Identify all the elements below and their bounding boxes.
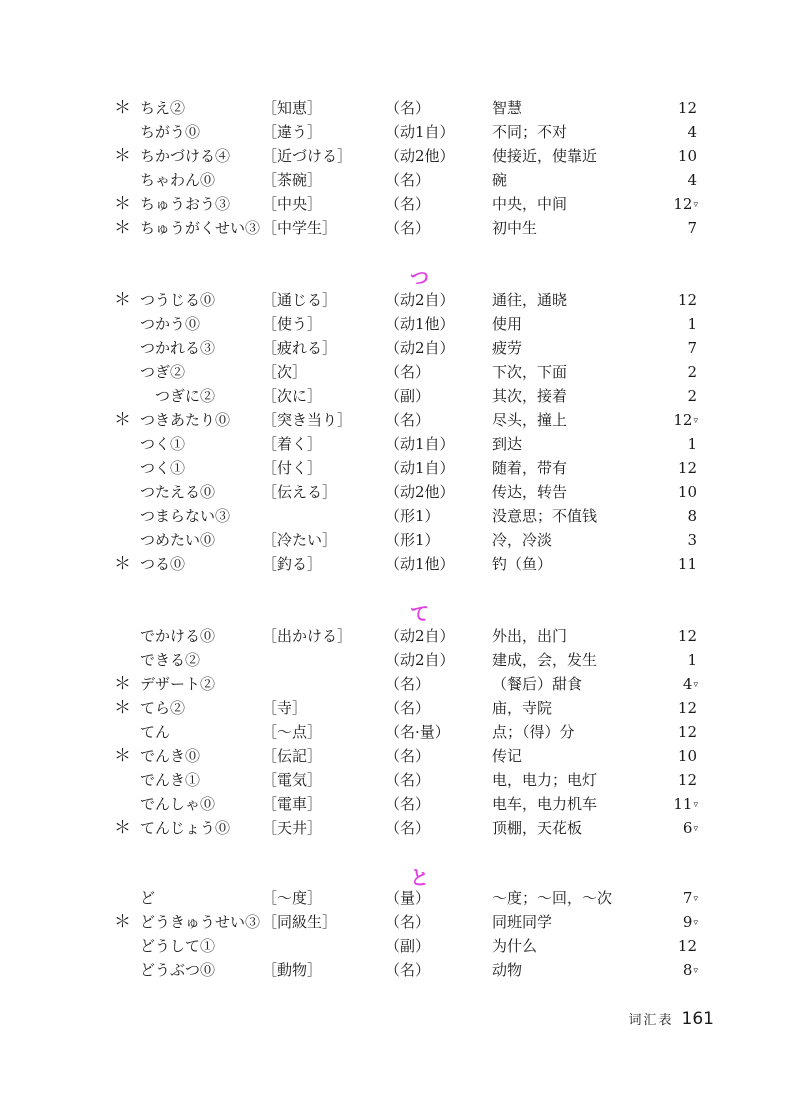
vocab-meaning: 下次，下面 xyxy=(492,363,568,381)
vocab-lesson-number xyxy=(687,120,698,145)
vocab-entry xyxy=(0,648,800,672)
vocab-lesson-number xyxy=(678,934,698,959)
vocab-star-mark: ＊ xyxy=(114,146,131,166)
vocab-kana: つうじる⓪ xyxy=(140,291,216,309)
vocab-part-of-speech: （名） xyxy=(385,699,431,717)
footer-label: 词汇表 xyxy=(628,1013,674,1028)
lesson-number-text: 2 xyxy=(687,363,697,381)
vocab-lesson-number xyxy=(678,552,698,577)
vocab-part-of-speech: （形1） xyxy=(385,531,440,549)
vocab-entry xyxy=(0,744,800,768)
vocab-part-of-speech: （名） xyxy=(385,363,431,381)
vocab-lesson-number xyxy=(687,312,698,337)
vocab-kanji: ［近づける］ xyxy=(262,147,353,165)
vocab-entry xyxy=(0,720,800,744)
vocab-kana: でんしゃ⓪ xyxy=(140,795,216,813)
vocab-meaning: 疲劳 xyxy=(492,339,523,357)
vocab-entry xyxy=(0,504,800,528)
vocab-kana: でかける⓪ xyxy=(140,627,216,645)
vocab-lesson-number xyxy=(678,696,698,721)
vocab-kanji: ［通じる］ xyxy=(262,291,338,309)
vocab-meaning: 外出，出门 xyxy=(492,627,568,645)
vocab-lesson-number xyxy=(673,792,698,817)
vocab-meaning: 其次，接着 xyxy=(492,387,568,405)
vocab-kana: つたえる⓪ xyxy=(140,483,216,501)
lesson-number-text: 10 xyxy=(677,483,697,501)
triangle-mark-icon: ▿ xyxy=(693,680,698,690)
triangle-mark-icon: ▿ xyxy=(693,800,698,810)
vocab-entry xyxy=(0,934,800,958)
vocab-lesson-number xyxy=(678,720,698,745)
vocab-meaning: 通往，通晓 xyxy=(492,291,568,309)
vocab-star-mark: ＊ xyxy=(114,818,131,838)
vocab-kana: つぎに② xyxy=(155,387,216,405)
vocab-entry xyxy=(0,624,800,648)
vocab-part-of-speech: （名） xyxy=(385,961,431,979)
vocab-entry xyxy=(0,144,800,168)
vocab-entry xyxy=(0,886,800,910)
vocab-part-of-speech: （名） xyxy=(385,171,431,189)
vocab-entry xyxy=(0,528,800,552)
vocab-part-of-speech: （名） xyxy=(385,411,431,429)
vocab-kana: でんき① xyxy=(140,771,201,789)
vocab-entry xyxy=(0,958,800,982)
vocab-lesson-number xyxy=(687,360,698,385)
vocab-lesson-number xyxy=(678,744,698,769)
vocab-meaning: 到达 xyxy=(492,435,523,453)
vocab-lesson-number xyxy=(678,456,698,481)
vocab-kana: つきあたり⓪ xyxy=(140,411,231,429)
vocab-kana: ちえ② xyxy=(140,99,186,117)
vocab-kana: つく① xyxy=(140,435,186,453)
lesson-number-text: 12 xyxy=(673,411,693,429)
vocab-part-of-speech: （动1自） xyxy=(385,123,455,141)
lesson-number-text: 1 xyxy=(687,315,697,333)
vocab-meaning: 使接近，使靠近 xyxy=(492,147,598,165)
vocab-kana: どうして① xyxy=(140,937,216,955)
vocab-kana: てら② xyxy=(140,699,186,717)
vocab-lesson-number xyxy=(678,144,698,169)
vocab-lesson-number xyxy=(678,480,698,505)
vocab-kanji: ［着く］ xyxy=(262,435,323,453)
page-footer xyxy=(629,1008,714,1032)
vocab-kana: ちゅうがくせい③ xyxy=(140,219,261,237)
vocab-kana: つまらない③ xyxy=(140,507,231,525)
vocab-meaning: （餐后）甜食 xyxy=(492,675,583,693)
vocab-star-mark: ＊ xyxy=(114,410,131,430)
lesson-number-text: 12 xyxy=(677,937,697,955)
vocab-entry xyxy=(0,216,800,240)
vocab-lesson-number xyxy=(687,336,698,361)
vocab-kana: つく① xyxy=(140,459,186,477)
vocab-kanji: ［冷たい］ xyxy=(262,531,338,549)
vocab-meaning: 顶棚，天花板 xyxy=(492,819,583,837)
vocab-entry xyxy=(0,768,800,792)
lesson-number-text: 12 xyxy=(677,771,697,789)
vocab-kanji: ［釣る］ xyxy=(262,555,323,573)
vocab-meaning: 中央，中间 xyxy=(492,195,568,213)
triangle-mark-icon: ▿ xyxy=(693,918,698,928)
vocab-entry xyxy=(0,456,800,480)
vocab-kana: ど xyxy=(140,889,156,907)
vocab-meaning: 动物 xyxy=(492,961,523,979)
vocab-kanji: ［～度］ xyxy=(262,889,323,907)
vocab-lesson-number xyxy=(687,432,698,457)
vocab-kana: てん xyxy=(140,723,171,741)
vocabulary-page: ＊ ちえ② ［知恵］ （名） 智慧 12 ちがう⓪ ［違う］ （动1自） 不同；不对 4 ＊ ちかづける④ ［近づける］ （动2他） 使接近，使靠近 10 ちゃわん⓪ ［茶碗］ （名） 碗 4 ＊ ちゅうおう③ ［中央］ （名） 中央，中间 12▿ ＊ ちゅうがくせい③ ［中学生］ （名） 初中生 7 ＊ つうじる⓪ ［通じる］ （动2自） 通往，通晓 12 つかう⓪ ［使う］ （动1他） 使用 1 つかれる③ ［疲れる］ （动2自） 疲劳 7 つぎ② ［次］ （名） 下次，下面 2 つぎに② ［次に］ （副） 其次，接着 2 ＊ つきあたり⓪ ［突き当り］ （名） 尽头，撞上 12▿ つく① ［着く］ （动1自） 到达 1 つく① ［付く］ （动1自） 随着，带有 12 つたえる⓪ ［伝える］ （动2他） 传达，转告 10 つまらない③ （形1） 没意思；不值钱 8 つめたい⓪ ［冷たい］ （形1） 冷，冷淡 3 ＊ つる⓪ ［釣る］ （动1他） 钓（鱼） 11 でかける⓪ ［出かける］ （动2自） 外出，出门 12 できる② （动2自） 建成，会，发生 1 ＊ デザート② （名） （餐后）甜食 4▿ ＊ てら② ［寺］ （名） 庙，寺院 12 てん ［～点］ （名·量） 点；（得）分 12 ＊ でんき⓪ ［伝記］ （名） 传记 10 でんき① ［電気］ （名） 电，电力；电灯 12 でんしゃ⓪ ［電車］ （名） 电车，电力机车 11▿ ＊ てんじょう⓪ ［天井］ （名） 顶棚，天花板 6▿ ど ［～度］ （量） ～度；～回，～次 7▿ ＊ どうきゅうせい③ ［同級生］ （名） 同班同学 9▿ どうして① （副） 为什么 12 どうぶつ⓪ ［動物］ （名） 动物 8▿ つ て と 词汇表 161 xyxy=(0,0,800,1120)
vocab-kanji: ［伝記］ xyxy=(262,747,323,765)
vocab-kana: つめたい⓪ xyxy=(140,531,216,549)
lesson-number-text: 12 xyxy=(677,99,697,117)
vocab-lesson-number xyxy=(687,528,698,553)
vocab-kana: できる② xyxy=(140,651,201,669)
vocab-meaning: 尽头，撞上 xyxy=(492,411,568,429)
vocab-part-of-speech: （动1自） xyxy=(385,435,455,453)
vocab-kanji: ［知恵］ xyxy=(262,99,323,117)
vocab-kanji: ［天井］ xyxy=(262,819,323,837)
vocab-star-mark: ＊ xyxy=(114,698,131,718)
vocab-lesson-number xyxy=(687,168,698,193)
vocab-part-of-speech: （名） xyxy=(385,747,431,765)
vocab-part-of-speech: （量） xyxy=(385,889,431,907)
vocab-kana: てんじょう⓪ xyxy=(140,819,231,837)
vocab-entry xyxy=(0,672,800,696)
vocab-meaning: 冷，冷淡 xyxy=(492,531,553,549)
vocab-kana: ちゃわん⓪ xyxy=(140,171,216,189)
vocab-kana: どうぶつ⓪ xyxy=(140,961,216,979)
vocab-kanji: ［伝える］ xyxy=(262,483,338,501)
lesson-number-text: 4 xyxy=(687,171,697,189)
vocab-part-of-speech: （动2自） xyxy=(385,291,455,309)
vocab-kana: つかれる③ xyxy=(140,339,216,357)
vocab-meaning: 电车，电力机车 xyxy=(492,795,598,813)
vocab-entry xyxy=(0,480,800,504)
vocab-part-of-speech: （名） xyxy=(385,771,431,789)
vocab-star-mark: ＊ xyxy=(114,912,131,932)
vocab-entry xyxy=(0,816,800,840)
vocab-kanji: ［出かける］ xyxy=(262,627,353,645)
vocab-entry xyxy=(0,432,800,456)
vocab-entry xyxy=(0,192,800,216)
vocab-kana: どうきゅうせい③ xyxy=(140,913,261,931)
vocab-kana: でんき⓪ xyxy=(140,747,201,765)
vocab-part-of-speech: （动1自） xyxy=(385,459,455,477)
vocab-part-of-speech: （名） xyxy=(385,913,431,931)
vocab-part-of-speech: （动2自） xyxy=(385,651,455,669)
vocab-meaning: 不同；不对 xyxy=(492,123,568,141)
lesson-number-text: 12 xyxy=(677,291,697,309)
vocab-part-of-speech: （动2他） xyxy=(385,147,455,165)
vocab-part-of-speech: （动2自） xyxy=(385,339,455,357)
vocab-star-mark: ＊ xyxy=(114,554,131,574)
vocab-entry xyxy=(0,792,800,816)
vocab-lesson-number xyxy=(673,408,698,433)
lesson-number-text: 4 xyxy=(682,675,693,693)
vocab-kanji: ［次］ xyxy=(262,363,308,381)
lesson-number-text: 9 xyxy=(682,913,693,931)
vocab-lesson-number xyxy=(683,958,698,983)
triangle-mark-icon: ▿ xyxy=(693,824,698,834)
vocab-kanji: ［疲れる］ xyxy=(262,339,338,357)
lesson-number-text: 7 xyxy=(682,889,693,907)
vocab-meaning: 没意思；不值钱 xyxy=(492,507,598,525)
vocab-lesson-number xyxy=(683,910,698,935)
vocab-part-of-speech: （形1） xyxy=(385,507,440,525)
vocab-kanji: ［中学生］ xyxy=(262,219,338,237)
vocab-meaning: 为什么 xyxy=(492,937,538,955)
vocab-star-mark: ＊ xyxy=(114,290,131,310)
vocab-kana: ちかづける④ xyxy=(140,147,231,165)
vocab-lesson-number xyxy=(678,288,698,313)
lesson-number-text: 11 xyxy=(673,795,693,813)
vocab-meaning: ～度；～回，～次 xyxy=(492,889,613,907)
vocab-lesson-number xyxy=(678,624,698,649)
lesson-number-text: 10 xyxy=(677,747,697,765)
triangle-mark-icon: ▿ xyxy=(693,416,698,426)
vocab-meaning: 电，电力；电灯 xyxy=(492,771,598,789)
lesson-number-text: 12 xyxy=(677,723,697,741)
vocab-meaning: 建成，会，发生 xyxy=(492,651,598,669)
lesson-number-text: 11 xyxy=(677,555,697,573)
vocab-kana: デザート② xyxy=(140,675,216,693)
lesson-number-text: 8 xyxy=(687,507,697,525)
vocab-entry xyxy=(0,360,800,384)
vocab-entry xyxy=(0,312,800,336)
vocab-kanji: ［中央］ xyxy=(262,195,323,213)
vocab-part-of-speech: （副） xyxy=(385,937,431,955)
vocab-meaning: 同班同学 xyxy=(492,913,553,931)
vocab-part-of-speech: （名） xyxy=(385,219,431,237)
vocab-kanji: ［同級生］ xyxy=(262,913,338,931)
vocab-part-of-speech: （副） xyxy=(385,387,431,405)
vocab-meaning: 使用 xyxy=(492,315,523,333)
vocab-star-mark: ＊ xyxy=(114,218,131,238)
vocab-kana: つる⓪ xyxy=(140,555,186,573)
lesson-number-text: 7 xyxy=(687,339,697,357)
lesson-number-text: 8 xyxy=(682,961,693,979)
lesson-number-text: 4 xyxy=(687,123,697,141)
vocab-kanji: ［違う］ xyxy=(262,123,323,141)
vocab-meaning: 随着，带有 xyxy=(492,459,568,477)
lesson-number-text: 10 xyxy=(677,147,697,165)
vocab-kanji: ［寺］ xyxy=(262,699,308,717)
vocab-meaning: 传达，转告 xyxy=(492,483,568,501)
vocab-entry xyxy=(0,910,800,934)
vocab-kana: つかう⓪ xyxy=(140,315,201,333)
vocab-part-of-speech: （动2自） xyxy=(385,627,455,645)
vocab-lesson-number xyxy=(687,648,698,673)
vocab-meaning: 智慧 xyxy=(492,99,523,117)
vocab-entry xyxy=(0,696,800,720)
vocab-lesson-number xyxy=(687,216,698,241)
lesson-number-text: 12 xyxy=(673,195,693,213)
page-number: 161 xyxy=(681,1009,714,1029)
lesson-number-text: 3 xyxy=(687,531,697,549)
vocab-meaning: 碗 xyxy=(492,171,508,189)
vocab-lesson-number xyxy=(687,504,698,529)
vocab-entry xyxy=(0,336,800,360)
vocab-part-of-speech: （动2他） xyxy=(385,483,455,501)
vocab-meaning: 钓（鱼） xyxy=(492,555,553,573)
vocab-part-of-speech: （名） xyxy=(385,99,431,117)
vocab-part-of-speech: （名） xyxy=(385,819,431,837)
lesson-number-text: 6 xyxy=(682,819,693,837)
vocab-meaning: 初中生 xyxy=(492,219,538,237)
vocab-entry xyxy=(0,408,800,432)
vocab-kanji: ［～点］ xyxy=(262,723,323,741)
vocab-part-of-speech: （名） xyxy=(385,675,431,693)
vocab-kana: ちがう⓪ xyxy=(140,123,201,141)
vocab-entry xyxy=(0,168,800,192)
vocab-part-of-speech: （名·量） xyxy=(385,723,450,741)
vocab-entry xyxy=(0,96,800,120)
lesson-number-text: 7 xyxy=(687,219,697,237)
vocab-meaning: 点；（得）分 xyxy=(492,723,575,741)
vocab-meaning: 传记 xyxy=(492,747,523,765)
vocab-kanji: ［茶碗］ xyxy=(262,171,323,189)
vocab-lesson-number xyxy=(687,384,698,409)
lesson-number-text: 12 xyxy=(677,627,697,645)
triangle-mark-icon: ▿ xyxy=(693,200,698,210)
vocab-kanji: ［次に］ xyxy=(262,387,323,405)
vocab-part-of-speech: （动1他） xyxy=(385,315,455,333)
vocab-part-of-speech: （动1他） xyxy=(385,555,455,573)
vocab-meaning: 庙，寺院 xyxy=(492,699,553,717)
vocab-star-mark: ＊ xyxy=(114,746,131,766)
vocab-star-mark: ＊ xyxy=(114,674,131,694)
vocab-part-of-speech: （名） xyxy=(385,795,431,813)
vocab-kanji: ［電車］ xyxy=(262,795,323,813)
vocab-kanji: ［電気］ xyxy=(262,771,323,789)
vocab-lesson-number xyxy=(673,192,698,217)
triangle-mark-icon: ▿ xyxy=(693,894,698,904)
vocab-kanji: ［動物］ xyxy=(262,961,323,979)
vocab-kanji: ［付く］ xyxy=(262,459,323,477)
vocab-kana: つぎ② xyxy=(140,363,186,381)
vocab-kana: ちゅうおう③ xyxy=(140,195,231,213)
vocab-lesson-number xyxy=(683,886,698,911)
lesson-number-text: 12 xyxy=(677,699,697,717)
vocab-lesson-number xyxy=(683,816,698,841)
lesson-number-text: 12 xyxy=(677,459,697,477)
lesson-number-text: 1 xyxy=(687,651,697,669)
vocab-lesson-number xyxy=(683,672,698,697)
vocab-star-mark: ＊ xyxy=(114,98,131,118)
vocab-kanji: ［突き当り］ xyxy=(262,411,353,429)
vocab-lesson-number xyxy=(678,768,698,793)
vocab-entry xyxy=(0,288,800,312)
vocab-entry xyxy=(0,552,800,576)
vocab-part-of-speech: （名） xyxy=(385,195,431,213)
triangle-mark-icon: ▿ xyxy=(693,966,698,976)
lesson-number-text: 2 xyxy=(687,387,697,405)
vocab-kanji: ［使う］ xyxy=(262,315,323,333)
lesson-number-text: 1 xyxy=(687,435,697,453)
vocab-star-mark: ＊ xyxy=(114,194,131,214)
vocab-entry xyxy=(0,120,800,144)
vocab-lesson-number xyxy=(678,96,698,121)
vocab-entry xyxy=(0,384,800,408)
